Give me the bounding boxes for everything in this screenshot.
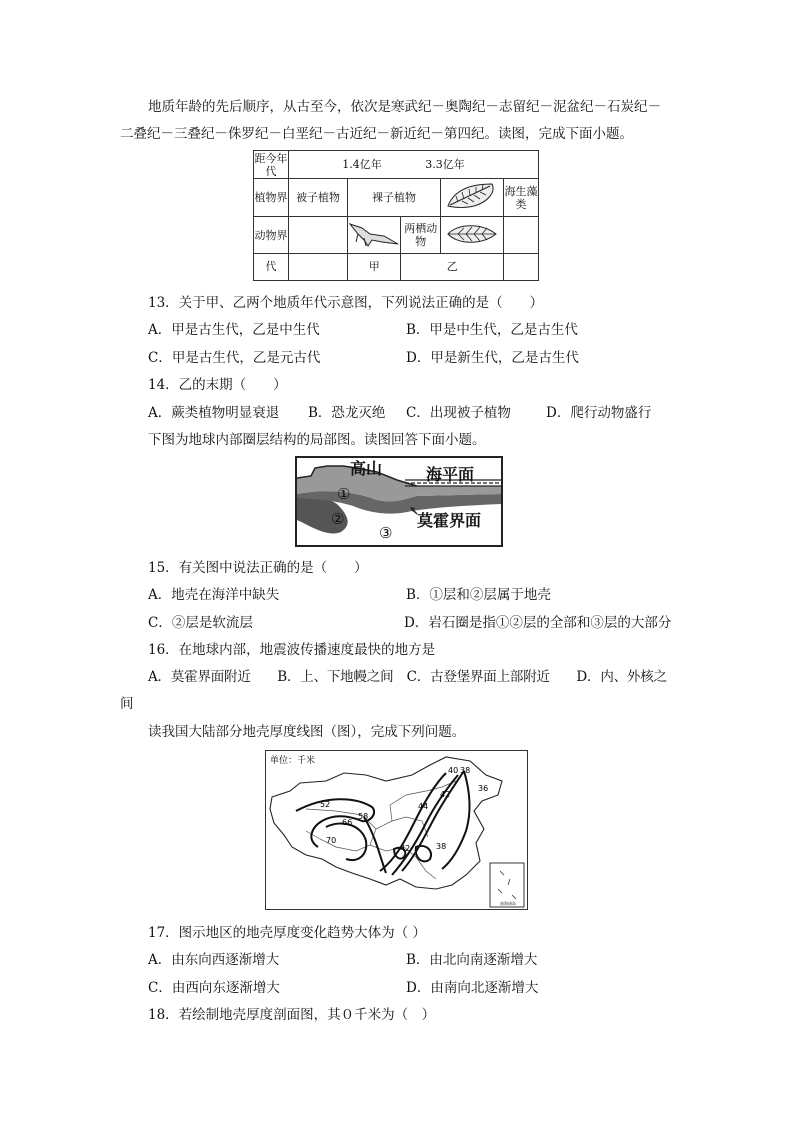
map-unit-label: 单位：千米 [270, 756, 316, 766]
leaf-fossil-icon [444, 219, 500, 249]
crust-thickness-map [265, 750, 528, 910]
china-map-svg [266, 751, 527, 909]
row-header-plant: 植物界 [254, 179, 289, 217]
q13-option-a[interactable]: A．甲是古生代，乙是中生代 [148, 322, 320, 338]
q16-stem: 16．在地球内部，地震波传播速度最快的地方是 [148, 642, 436, 658]
q17-option-b[interactable]: B．由北向南逐渐增大 [406, 952, 538, 968]
age-1-4: 1.4亿年 [342, 158, 382, 172]
q13-stem: 13．关于甲、乙两个地质年代示意图，下列说法正确的是（ ） [148, 295, 544, 311]
high-mountain-label: 高山 [350, 459, 383, 478]
layer-3-label: ③ [379, 524, 393, 542]
era-yi: 乙 [401, 253, 504, 280]
q16-options-wrap: 间 [120, 696, 134, 712]
contour-42b: 42 [400, 844, 411, 853]
fern-drawing [441, 179, 504, 217]
q15-option-a[interactable]: A．地壳在海洋中缺失 [148, 587, 280, 603]
q18-stem: 18．若绘制地壳厚度剖面图，其０千米为（ ） [148, 1007, 436, 1023]
intro-3: 读我国大陆部分地壳厚度线图（图），完成下列问题。 [148, 724, 466, 740]
contour-36: 36 [478, 784, 489, 793]
animal-amphibian: 两栖动物 [401, 217, 441, 253]
q17-option-d[interactable]: D．由南向北逐渐增大 [406, 980, 539, 996]
q14-option-d[interactable]: D．爬行动物盛行 [546, 405, 652, 421]
contour-38: 38 [460, 766, 471, 775]
contour-58: 58 [358, 812, 369, 821]
intro-line-2: 二叠纪－三叠纪－侏罗纪－白垩纪－古近纪－新近纪－第四纪。读图，完成下面小题。 [120, 126, 633, 142]
q15-stem: 15．有关图中说法正确的是（ ） [148, 560, 368, 576]
contour-52: 52 [320, 800, 331, 809]
q13-option-d[interactable]: D．甲是新生代，乙是古生代 [406, 350, 579, 366]
q17-option-c[interactable]: C．由西向东逐渐增大 [148, 980, 280, 996]
plant-angiosperm: 被子植物 [289, 179, 348, 217]
layer-1-label: ① [337, 485, 351, 503]
era-jia: 甲 [348, 253, 401, 280]
q14-option-b[interactable]: B．恐龙灭绝 [308, 405, 386, 421]
q14-stem: 14．乙的末期（ ） [148, 377, 287, 393]
contour-38b: 38 [436, 842, 447, 851]
q13-option-c[interactable]: C．甲是古生代，乙是元古代 [148, 350, 321, 366]
contour-70: 70 [326, 836, 337, 845]
q15-option-d[interactable]: D．岩石圈是指①②层的全部和③层的大部分 [404, 615, 672, 631]
inset-label: 南海诸岛 [500, 901, 516, 906]
moho-label: 莫霍界面 [417, 511, 482, 530]
dinosaur-drawing [348, 217, 401, 253]
contour-44: 44 [418, 802, 429, 811]
q17-stem: 17．图示地区的地壳厚度变化趋势大体为（ ） [148, 925, 426, 941]
contour-42: 42 [440, 790, 451, 799]
row-header-era: 代 [254, 253, 289, 280]
plant-gymnosperm: 裸子植物 [348, 179, 441, 217]
fern-leaf-icon [444, 180, 500, 212]
contour-40: 40 [448, 766, 459, 775]
layer-2-label: ② [331, 510, 345, 528]
q15-option-b[interactable]: B．①层和②层属于地壳 [406, 587, 551, 603]
geologic-era-table [253, 150, 539, 281]
q15-option-c[interactable]: C．②层是软流层 [148, 615, 253, 631]
fish-drawing [441, 217, 504, 253]
contour-66: 66 [342, 818, 353, 827]
q16-options[interactable]: A．莫霍界面附近 B．上、下地幔之间 C．古登堡界面上部附近 D．内、外核之 [148, 669, 667, 685]
intro-line-1: 地质年龄的先后顺序，从古至今，依次是寒武纪－奥陶纪－志留纪－泥盆纪－石炭纪－ [148, 99, 661, 115]
row-header-age: 距今年代 [254, 151, 288, 178]
row-header-animal: 动物界 [254, 217, 289, 253]
sea-level-label: 海平面 [426, 465, 475, 484]
q14-option-c[interactable]: C．出现被子植物 [406, 405, 511, 421]
plant-marine-algae: 海生藻类 [504, 179, 539, 217]
q17-option-a[interactable]: A．由东向西逐渐增大 [148, 952, 280, 968]
intro-2: 下图为地球内部圈层结构的局部图。读图回答下面小题。 [148, 432, 486, 448]
dinosaur-icon [348, 218, 400, 250]
q13-option-b[interactable]: B．甲是中生代，乙是古生代 [406, 322, 578, 338]
age-3-3: 3.3亿年 [425, 158, 465, 172]
q14-option-a[interactable]: A．蕨类植物明显衰退 [148, 405, 280, 421]
